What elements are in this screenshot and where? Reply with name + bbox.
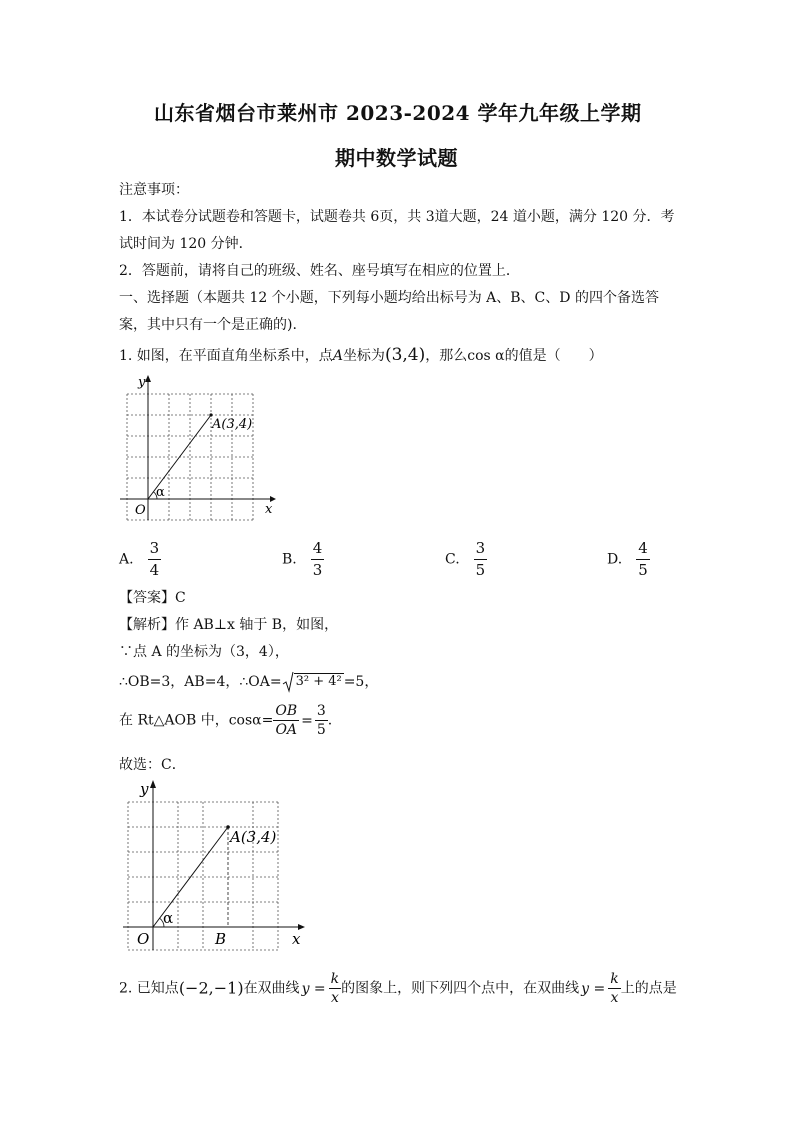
option-d-denominator: 5 <box>638 561 648 579</box>
analysis-fraction-den: OA <box>275 722 298 738</box>
question-1-stem <box>119 345 603 366</box>
q1-stem-d: 的值是（ ） <box>504 348 603 364</box>
q1-analysis-line-1 <box>119 615 338 635</box>
option-a-numerator: 3 <box>148 541 162 560</box>
option-d-numerator: 4 <box>636 541 650 560</box>
notice-item-2: 2．答题前，请将自己的班级、姓名、座号填写在相应的位置上． <box>119 263 520 279</box>
q2-k-over-x-1 <box>329 972 341 1005</box>
q2-x-1: x <box>330 990 339 1006</box>
title-line-1: 山东省烟台市莱州市 2023-2024 学年九年级上学期 <box>154 101 642 125</box>
option-a <box>119 541 161 578</box>
analysis-text-3a: ∴OB=3，AB=4，∴OA= <box>119 674 282 690</box>
figure-1-coordinate-grid <box>110 372 280 522</box>
answer-value: C <box>175 590 186 606</box>
q2-k-over-x-2 <box>608 972 620 1005</box>
option-d <box>607 541 650 578</box>
analysis-value-den: 5 <box>316 722 326 738</box>
option-d-label: D. <box>607 551 623 568</box>
q2-x-2: x <box>610 990 619 1006</box>
analysis-period: . <box>327 712 333 729</box>
q1-analysis-line-4 <box>119 704 332 737</box>
q1-answer <box>119 588 186 608</box>
q1-stem-coord: (3,4) <box>384 345 426 365</box>
analysis-value-num: 3 <box>316 703 326 719</box>
q1-analysis-line-2: ∵点 A 的坐标为（3，4）， <box>119 644 289 660</box>
answer-label: 【答案】 <box>119 590 175 606</box>
figure-2-coordinate-grid <box>118 776 308 952</box>
notice-heading: 注意事项： <box>119 182 189 198</box>
notice-item-1a: 1．本试卷分试题卷和答题卡，试题卷共 6页，共 3道大题，24 道小题，满分 120 分．考 <box>119 209 675 225</box>
q1-choose-line: 故选：C． <box>119 757 186 773</box>
q1-stem-cos: cos α <box>467 348 505 364</box>
q1-stem-b: 坐标为 <box>342 348 385 364</box>
q2-y-eq-2: y = <box>581 980 606 997</box>
option-b-label: B. <box>282 551 297 568</box>
q2-stem-b: 在双曲线 <box>243 980 300 997</box>
fig2-point-a-label: A(3,4) <box>230 828 277 846</box>
option-c-label: C. <box>445 551 460 568</box>
q1-stem-a: 1. 如图，在平面直角坐标系中，点 <box>119 348 333 364</box>
section-heading-line-2: 案，其中只有一个是正确的). <box>119 317 297 333</box>
question-2-stem <box>119 972 677 1005</box>
fig1-y-label: y <box>138 375 146 390</box>
section-heading-line-1: 一、选择题（本题共 12 个小题，下列每小题均给出标号为 A、B、C、D 的四个备选答 <box>119 290 659 306</box>
q2-k-2: k <box>610 971 619 987</box>
analysis-sqrt-radicand: 3² + 4² <box>295 674 342 689</box>
q1-stem-point: A <box>332 348 343 364</box>
analysis-text-3b: =5， <box>343 674 379 690</box>
option-d-fraction <box>636 541 650 578</box>
option-c <box>445 541 487 578</box>
q2-point: (−2,−1) <box>178 978 244 998</box>
q2-y-eq-1: y = <box>301 980 326 997</box>
q2-k-1: k <box>330 971 340 987</box>
analysis-text-4a: 在 Rt△AOB 中，cosα= <box>119 712 274 729</box>
option-c-denominator: 5 <box>475 561 486 579</box>
option-b <box>282 541 324 578</box>
analysis-text-1: 作 AB⊥x 轴于 B，如图， <box>175 617 339 633</box>
q2-stem-d: 上的点是 <box>620 980 677 997</box>
sqrt-symbol <box>282 671 294 693</box>
fig1-origin-label: O <box>135 503 146 518</box>
option-c-numerator: 3 <box>474 541 488 560</box>
analysis-fraction-value <box>315 704 328 737</box>
option-b-numerator: 4 <box>311 541 325 560</box>
fig2-x-label: x <box>292 930 301 948</box>
analysis-label: 【解析】 <box>119 617 175 633</box>
fig1-x-label: x <box>265 502 273 517</box>
option-c-fraction <box>474 541 488 578</box>
analysis-fraction-num: OB <box>275 703 298 719</box>
analysis-equals: = <box>301 712 313 729</box>
option-a-denominator: 4 <box>149 561 160 579</box>
q2-stem-c: 的图象上，则下列四个点中，在双曲线 <box>341 980 580 997</box>
fig2-origin-label: O <box>137 930 150 948</box>
option-b-denominator: 3 <box>312 561 323 579</box>
q1-analysis-line-3 <box>119 671 378 693</box>
fig1-alpha-label: α <box>156 485 165 500</box>
title-line-2: 期中数学试题 <box>335 146 458 170</box>
q1-stem-c: ，那么 <box>425 348 468 364</box>
option-a-fraction <box>148 541 162 578</box>
analysis-fraction-ob-oa <box>273 704 299 737</box>
fig1-point-a-label: A(3,4) <box>212 417 253 432</box>
notice-item-1b: 试时间为 120 分钟． <box>119 236 253 252</box>
q2-stem-a: 2. 已知点 <box>119 980 179 997</box>
fig2-b-label: B <box>215 930 227 948</box>
fig2-y-label: y <box>140 780 149 798</box>
fig2-alpha-label: α <box>163 909 174 927</box>
option-b-fraction <box>311 541 325 578</box>
option-a-label: A. <box>119 551 134 568</box>
